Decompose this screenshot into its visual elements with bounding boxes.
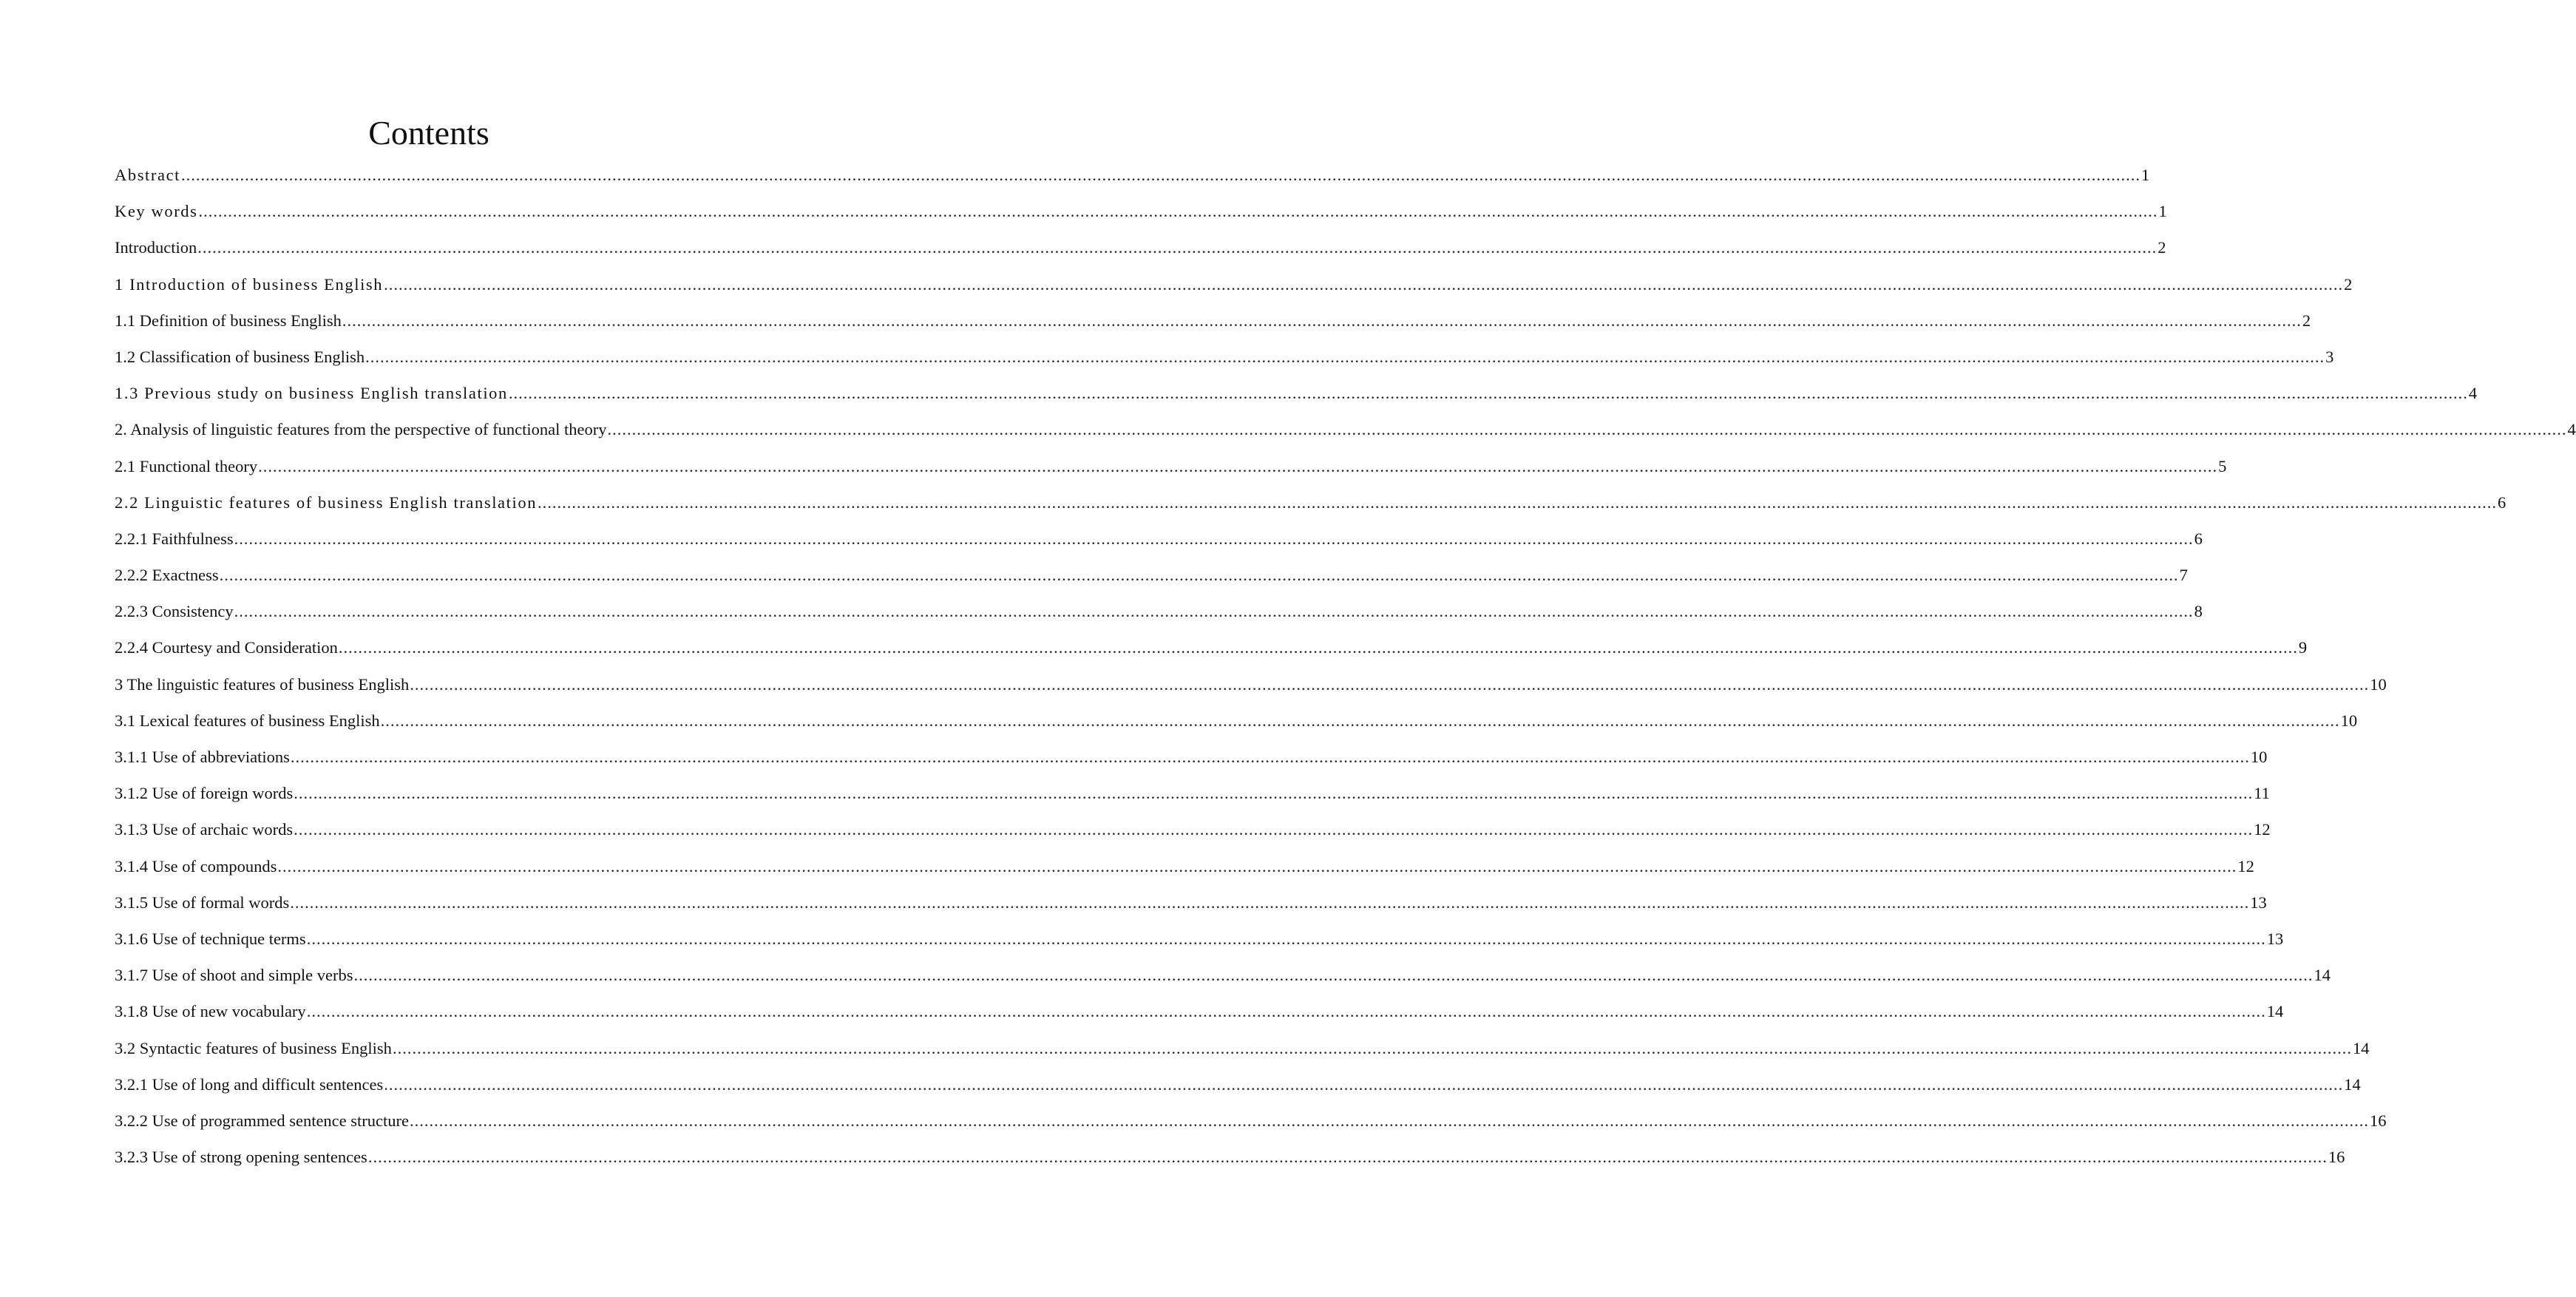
toc-entry[interactable] — [115, 1074, 2361, 1110]
toc-dot-leader: ................................................................................................................................................................................................................................................................................................................................................................................................................ — [338, 638, 2298, 657]
toc-dot-leader: ................................................................................................................................................................................................................................................................................................................................................................................................................ — [365, 347, 2325, 366]
toc-dot-leader: ................................................................................................................................................................................................................................................................................................................................................................................................................ — [277, 856, 2237, 876]
toc-entry-label: 1 Introduction of business English — [115, 274, 384, 294]
toc-entry[interactable] — [115, 528, 2203, 564]
toc-entry-label: 3.1.1 Use of abbreviations — [115, 748, 290, 766]
toc-dot-leader: ................................................................................................................................................................................................................................................................................................................................................................................................................ — [410, 1111, 2369, 1130]
toc-entry-page-number: 14 — [2266, 1002, 2284, 1021]
toc-entry-label: 3.2 Syntactic features of business English — [115, 1038, 392, 1057]
toc-dot-leader: ................................................................................................................................................................................................................................................................................................................................................................................................................ — [290, 748, 2250, 766]
toc-dot-leader: ................................................................................................................................................................................................................................................................................................................................................................................................................ — [290, 893, 2250, 912]
toc-entry[interactable] — [115, 710, 2358, 746]
toc-dot-leader: ................................................................................................................................................................................................................................................................................................................................................................................................................ — [294, 820, 2254, 839]
toc-entry[interactable] — [115, 892, 2267, 928]
toc-entry-label: 1.3 Previous study on business English translation — [115, 384, 508, 403]
toc-entry-label: 3.1 Lexical features of business English — [115, 711, 380, 730]
toc-entry-page-number: 1 — [2141, 166, 2150, 184]
toc-entry-label: Introduction — [115, 238, 197, 257]
toc-dot-leader: ................................................................................................................................................................................................................................................................................................................................................................................................................ — [384, 1074, 2344, 1094]
toc-entry-label: Abstract — [115, 166, 181, 184]
toc-dot-leader: ................................................................................................................................................................................................................................................................................................................................................................................................................ — [384, 274, 2344, 294]
toc-entry-page-number: 2 — [2158, 238, 2166, 257]
toc-entry-page-number: 16 — [2328, 1148, 2345, 1167]
toc-entry[interactable] — [115, 637, 2308, 673]
toc-entry-label: 2.2.3 Consistency — [115, 602, 234, 621]
toc-dot-leader: ................................................................................................................................................................................................................................................................................................................................................................................................................ — [367, 1148, 2328, 1167]
toc-entry-label: 3.1.2 Use of foreign words — [115, 784, 294, 803]
toc-entry[interactable] — [115, 819, 2271, 855]
toc-entry-page-number: 1 — [2158, 202, 2167, 221]
toc-dot-leader: ................................................................................................................................................................................................................................................................................................................................................................................................................ — [306, 929, 2266, 948]
toc-entry-label: 1.1 Definition of business English — [115, 311, 342, 330]
toc-entry-page-number: 9 — [2298, 638, 2308, 657]
toc-entry-page-number: 2 — [2302, 311, 2311, 330]
toc-dot-leader: ................................................................................................................................................................................................................................................................................................................................................................................................................ — [607, 420, 2567, 439]
toc-entry-label: 3.1.3 Use of archaic words — [115, 820, 294, 839]
toc-entry[interactable] — [115, 856, 2254, 892]
toc-entry-page-number: 11 — [2254, 784, 2270, 803]
toc-dot-leader: ................................................................................................................................................................................................................................................................................................................................................................................................................ — [508, 384, 2468, 403]
toc-entry-page-number: 12 — [2254, 820, 2271, 839]
toc-entry-label: 2.2.4 Courtesy and Consideration — [115, 638, 338, 657]
toc-entry-page-number: 14 — [2314, 966, 2331, 985]
toc-entry-label: 2.1 Functional theory — [115, 456, 258, 475]
toc-entry-page-number: 12 — [2237, 856, 2254, 876]
toc-dot-leader: ................................................................................................................................................................................................................................................................................................................................................................................................................ — [410, 674, 2370, 694]
toc-entry[interactable] — [115, 928, 2284, 964]
toc-entry[interactable] — [115, 600, 2203, 637]
toc-entry[interactable] — [115, 1000, 2284, 1037]
toc-entry-page-number: 2 — [2344, 274, 2353, 294]
toc-entry[interactable] — [115, 310, 2311, 346]
toc-entry[interactable] — [115, 200, 2167, 237]
toc-dot-leader: ................................................................................................................................................................................................................................................................................................................................................................................................................ — [181, 166, 2141, 184]
toc-dot-leader: ................................................................................................................................................................................................................................................................................................................................................................................................................ — [353, 966, 2314, 985]
toc-entry[interactable] — [115, 382, 2478, 419]
toc-entry-page-number: 3 — [2325, 347, 2334, 366]
toc-entry-label: 3.2.1 Use of long and difficult sentences — [115, 1074, 384, 1094]
toc-dot-leader: ................................................................................................................................................................................................................................................................................................................................................................................................................ — [234, 529, 2194, 548]
toc-entry[interactable] — [115, 782, 2270, 819]
toc-entry-page-number: 5 — [2218, 456, 2227, 475]
toc-entry-page-number: 6 — [2498, 492, 2506, 512]
toc-dot-leader: ................................................................................................................................................................................................................................................................................................................................................................................................................ — [258, 456, 2218, 475]
toc-entry-label: 3 The linguistic features of business English — [115, 674, 410, 694]
toc-entry[interactable] — [115, 274, 2353, 310]
toc-entry[interactable] — [115, 1037, 2370, 1074]
toc-dot-leader: ................................................................................................................................................................................................................................................................................................................................................................................................................ — [219, 566, 2179, 585]
toc-entry-page-number: 6 — [2194, 529, 2203, 548]
toc-dot-leader: ................................................................................................................................................................................................................................................................................................................................................................................................................ — [342, 311, 2302, 330]
toc-entry-label: 3.1.4 Use of compounds — [115, 856, 277, 876]
toc-entry-page-number: 10 — [2370, 674, 2387, 694]
toc-entry-page-number: 10 — [2250, 748, 2268, 766]
toc-entry[interactable] — [115, 419, 2576, 455]
toc-entry[interactable] — [115, 964, 2331, 1000]
toc-entry-label: 2.2.2 Exactness — [115, 566, 219, 585]
toc-dot-leader: ................................................................................................................................................................................................................................................................................................................................................................................................................ — [197, 238, 2158, 257]
toc-dot-leader: ................................................................................................................................................................................................................................................................................................................................................................................................................ — [198, 202, 2158, 221]
toc-entry-label: 3.1.6 Use of technique terms — [115, 929, 306, 948]
toc-entry-label: 3.1.8 Use of new vocabulary — [115, 1002, 306, 1021]
toc-entry-label: 2.2.1 Faithfulness — [115, 529, 234, 548]
toc-entry[interactable] — [115, 674, 2387, 710]
toc-dot-leader: ................................................................................................................................................................................................................................................................................................................................................................................................................ — [234, 602, 2194, 621]
toc-dot-leader: ................................................................................................................................................................................................................................................................................................................................................................................................................ — [392, 1038, 2352, 1057]
toc-entry-label: 3.2.2 Use of programmed sentence structure — [115, 1111, 409, 1130]
toc-entry-page-number: 16 — [2370, 1111, 2387, 1130]
toc-entry[interactable] — [115, 1146, 2345, 1182]
toc-entry[interactable] — [115, 746, 2268, 782]
toc-entry-label: 3.2.3 Use of strong opening sentences — [115, 1148, 367, 1167]
toc-entry[interactable] — [115, 164, 2150, 200]
toc-entry-page-number: 4 — [2567, 420, 2576, 439]
toc-entry[interactable] — [115, 456, 2227, 492]
toc-dot-leader: ................................................................................................................................................................................................................................................................................................................................................................................................................ — [538, 492, 2498, 512]
toc-entry-label: 1.2 Classification of business English — [115, 347, 365, 366]
toc-entry-page-number: 7 — [2179, 566, 2188, 585]
toc-entry-label: 3.1.7 Use of shoot and simple verbs — [115, 966, 353, 985]
toc-entry-page-number: 13 — [2250, 893, 2267, 912]
toc-entry-page-number: 4 — [2468, 384, 2478, 403]
toc-entry-page-number: 14 — [2344, 1074, 2361, 1094]
toc-entry[interactable] — [115, 346, 2334, 382]
table-of-contents — [115, 164, 2576, 1182]
toc-entry[interactable] — [115, 237, 2166, 273]
toc-entry-label: 2. Analysis of linguistic features from the perspective of functional theory — [115, 420, 607, 439]
toc-entry-page-number: 14 — [2352, 1038, 2370, 1057]
page-title: Contents — [368, 114, 489, 152]
toc-dot-leader: ................................................................................................................................................................................................................................................................................................................................................................................................................ — [306, 1002, 2266, 1021]
toc-dot-leader: ................................................................................................................................................................................................................................................................................................................................................................................................................ — [294, 784, 2254, 803]
toc-entry[interactable] — [115, 1110, 2387, 1146]
toc-entry[interactable] — [115, 564, 2188, 600]
toc-dot-leader: ................................................................................................................................................................................................................................................................................................................................................................................................................ — [380, 711, 2340, 730]
toc-entry-label: 2.2 Linguistic features of business English translation — [115, 492, 538, 512]
toc-entry-page-number: 10 — [2340, 711, 2358, 730]
toc-entry-page-number: 8 — [2194, 602, 2203, 621]
toc-entry-label: 3.1.5 Use of formal words — [115, 893, 290, 912]
toc-entry-page-number: 13 — [2266, 929, 2284, 948]
toc-entry[interactable] — [115, 492, 2506, 528]
toc-entry-label: Key words — [115, 202, 198, 221]
